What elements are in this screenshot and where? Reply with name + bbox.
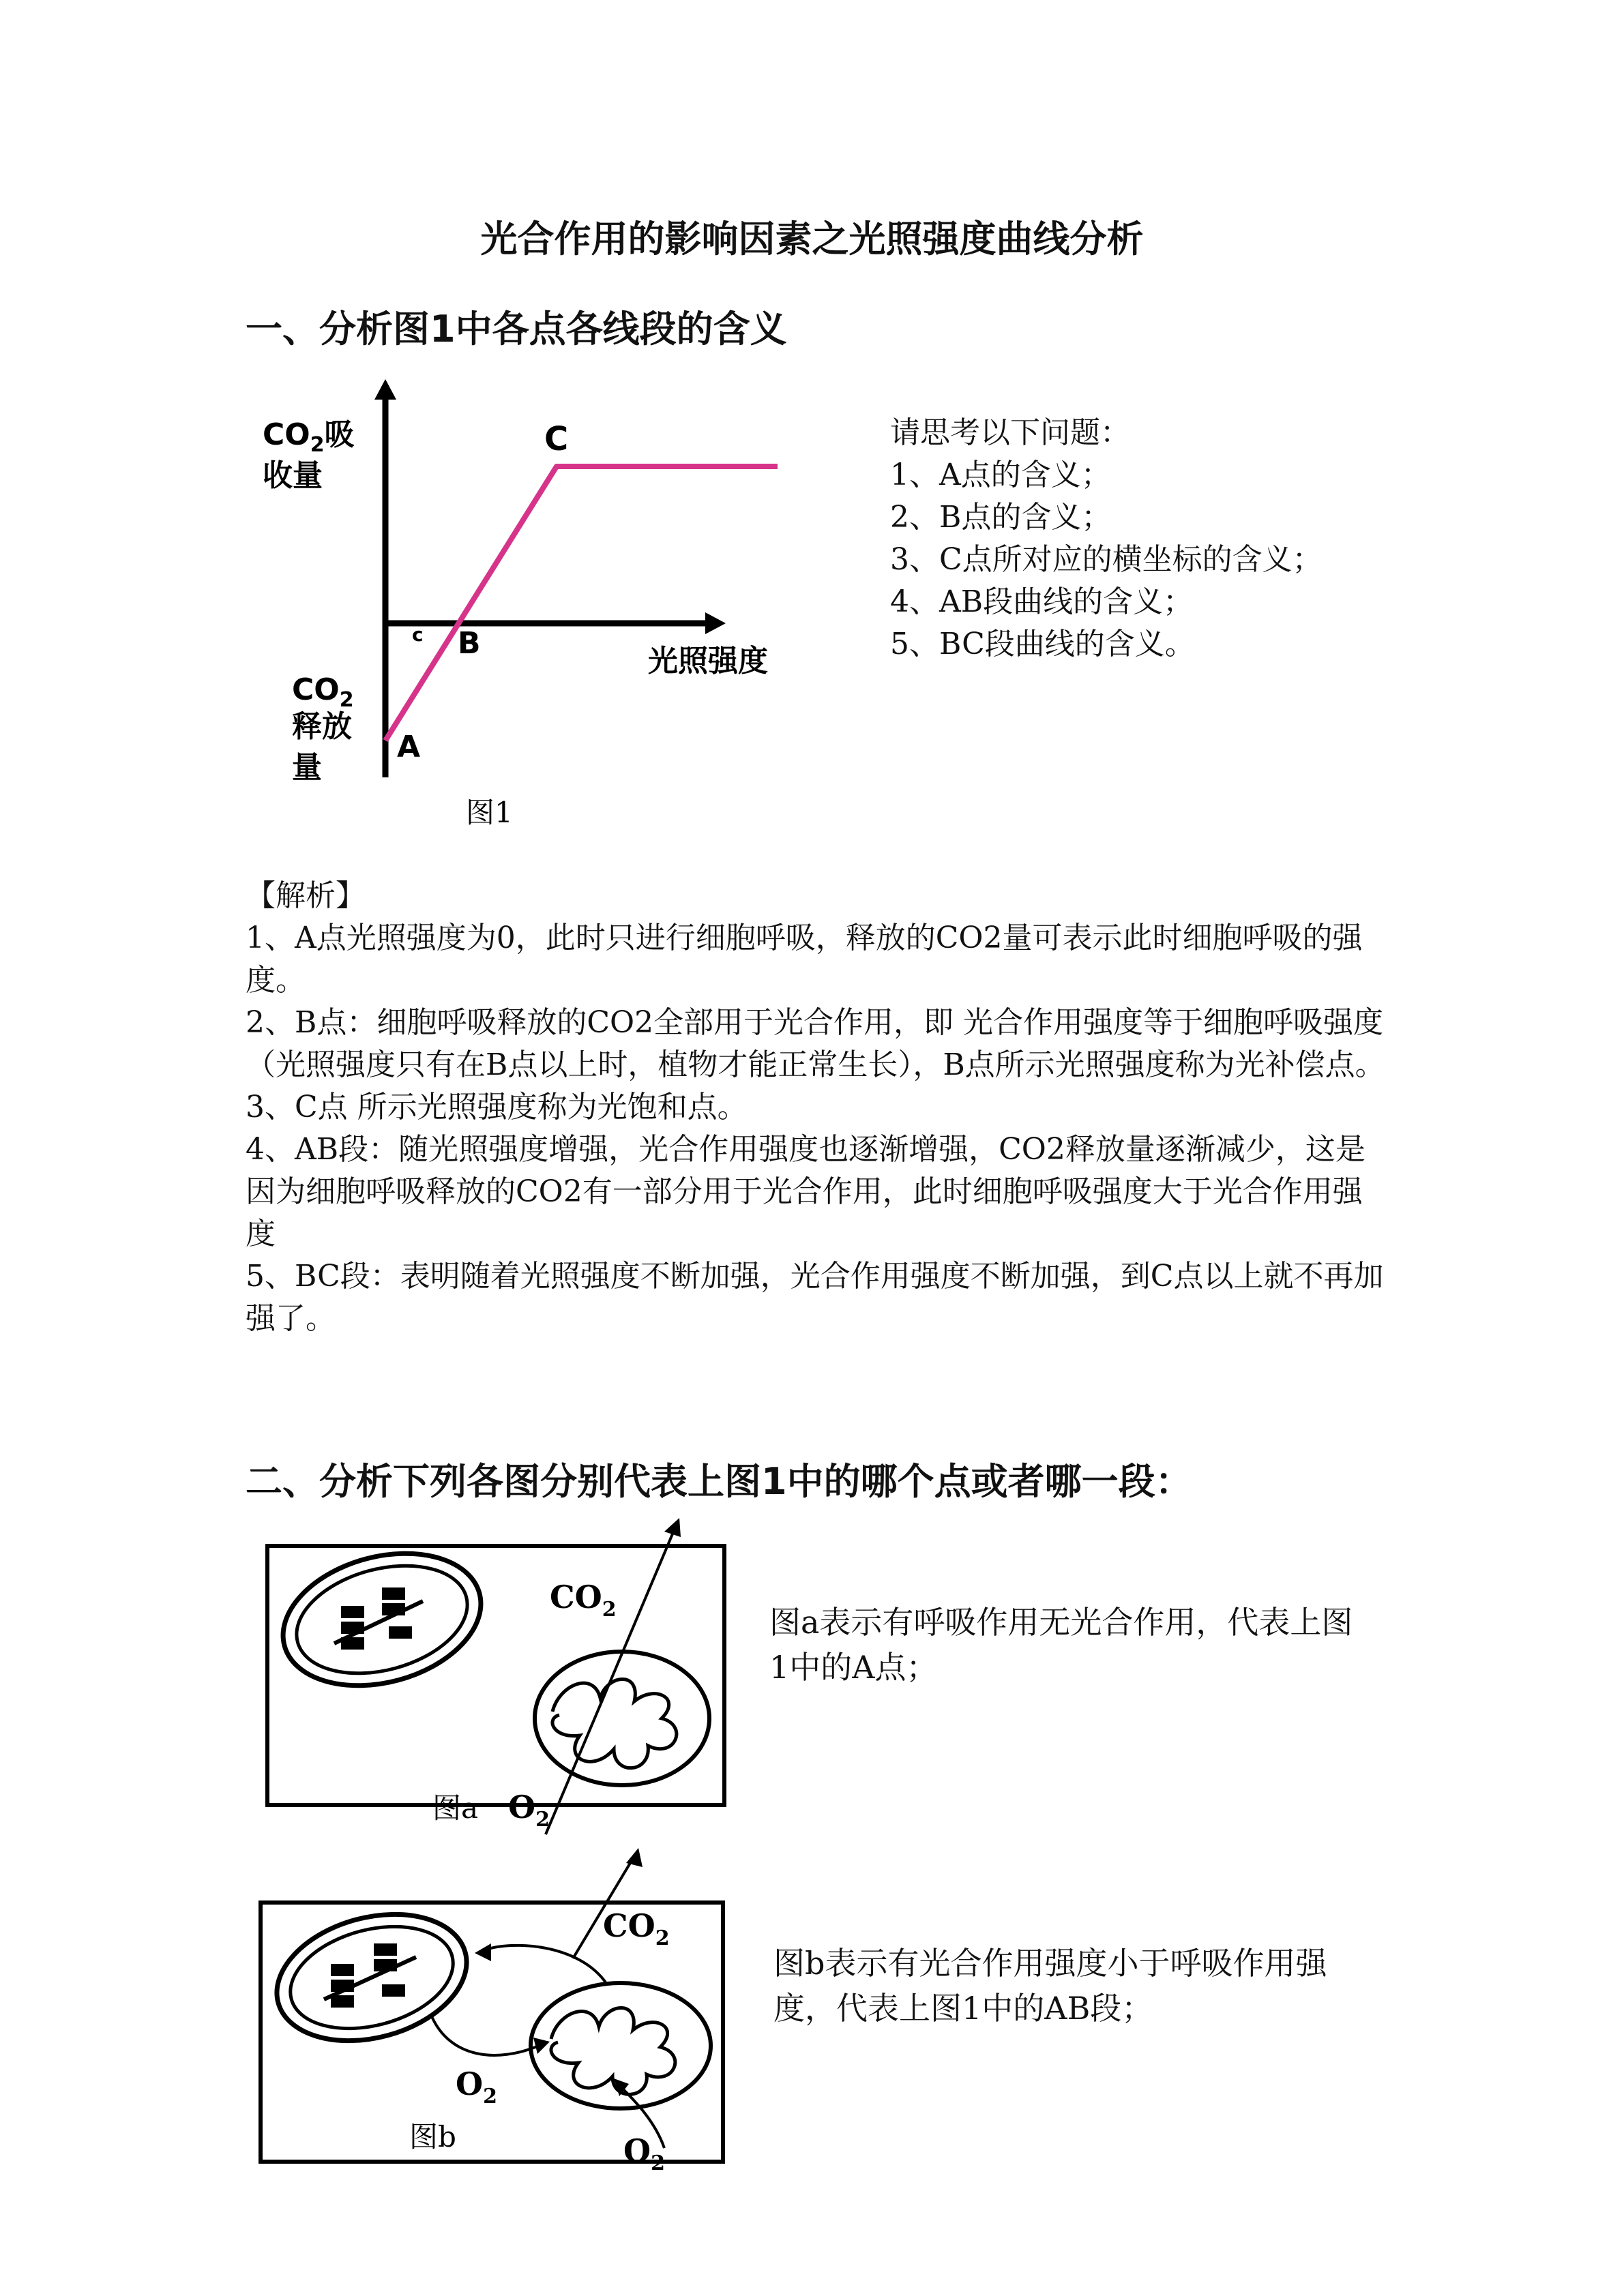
arrow-head-icon <box>475 1943 491 1961</box>
y-label-bottom-line2: 释放 <box>292 709 352 744</box>
o2-flow-arrow <box>431 2015 539 2055</box>
co2-label: $CO_2$ <box>603 1907 670 1950</box>
co2-flow-arrow <box>484 1945 607 1984</box>
point-c-small-label: c <box>412 623 424 646</box>
figure-b-description: 图b表示有光合作用强度小于呼吸作用强度，代表上图1中的AB段； <box>773 1945 1327 2027</box>
co2-label: $CO_2$ <box>550 1579 617 1622</box>
o2-label: $O_2$ <box>508 1789 550 1832</box>
section-2-heading: 二、分析下列各图分别代表上图1中的哪个点或者哪一段： <box>246 1460 1192 1503</box>
question-item: 2、B点的含义； <box>890 500 1112 535</box>
question-item: 1、A点的含义； <box>890 458 1111 492</box>
chloroplast-icon <box>263 1894 481 2061</box>
figure-b-caption: 图b <box>409 2120 456 2153</box>
point-c-label: C <box>544 420 569 458</box>
chloroplast-icon <box>268 1533 496 1706</box>
y-label-bottom-line3: 量 <box>292 750 322 785</box>
figure-a-diagram <box>252 1514 743 1841</box>
questions-intro: 请思考以下问题： <box>890 415 1130 450</box>
figure-b-diagram <box>252 1841 743 2182</box>
photosynthesis-curve <box>385 466 778 741</box>
analysis-block <box>246 875 1391 1340</box>
questions-block <box>890 412 1323 666</box>
y-label-top: $CO_2$吸 <box>263 417 355 457</box>
section-1-heading: 一、分析图1中各点各线段的含义 <box>246 308 787 351</box>
y-label-bottom: $CO_2$ <box>292 672 354 712</box>
figure-a-description: 图a表示有呼吸作用无光合作用，代表上图1中的A点； <box>769 1604 1353 1686</box>
o2-bottom-label: $O_2$ <box>623 2132 665 2175</box>
y-label-top-line2: 收量 <box>263 458 323 493</box>
gas-flow-arrow <box>546 1527 675 1834</box>
x-axis-arrow-icon <box>705 612 726 634</box>
mitochondrion-icon <box>535 1652 709 1785</box>
question-item: 3、C点所对应的横坐标的含义； <box>890 542 1323 577</box>
analysis-heading: 【解析】 <box>246 878 366 913</box>
analysis-item: 3、C点 所示光照强度称为光饱和点。 <box>246 1090 748 1124</box>
y-axis-arrow-icon <box>374 379 396 400</box>
light-intensity-graph <box>246 368 873 846</box>
point-b-label: B <box>458 626 481 661</box>
arrow-head-icon <box>664 1518 681 1537</box>
figure-1-caption: 图1 <box>466 796 513 829</box>
question-item: 4、AB段曲线的含义； <box>890 584 1194 619</box>
figure-a-caption: 图a <box>432 1791 479 1825</box>
x-axis-label: 光照强度 <box>648 644 768 679</box>
o2-inner-label: $O_2$ <box>456 2066 497 2108</box>
point-a-label: A <box>397 730 421 764</box>
question-item: 5、BC段曲线的含义。 <box>890 627 1195 661</box>
page-title: 光合作用的影响因素之光照强度曲线分析 <box>480 218 1144 260</box>
analysis-item: 2、B点：细胞呼吸释放的CO2全部用于光合作用，即 光合作用强度等于细胞呼吸强度（光照强度只有在B点以上时，植物才能正常生长），B点所示光照强度称为光补偿点。 <box>246 1005 1385 1082</box>
analysis-item: 5、BC段：表明随着光照强度不断加强，光合作用强度不断加强，到C点以上就不再加强了。 <box>246 1259 1384 1336</box>
analysis-item: 4、AB段：随光照强度增强，光合作用强度也逐渐增强，CO2释放量逐渐减少，这是因为细胞呼吸释放的CO2有一部分用于光合作用，此时细胞呼吸强度大于光合作用强度 <box>246 1132 1365 1251</box>
arrow-head-icon <box>533 2038 550 2054</box>
analysis-item: 1、A点光照强度为0，此时只进行细胞呼吸，释放的CO2量可表示此时细胞呼吸的强度。 <box>246 921 1363 998</box>
